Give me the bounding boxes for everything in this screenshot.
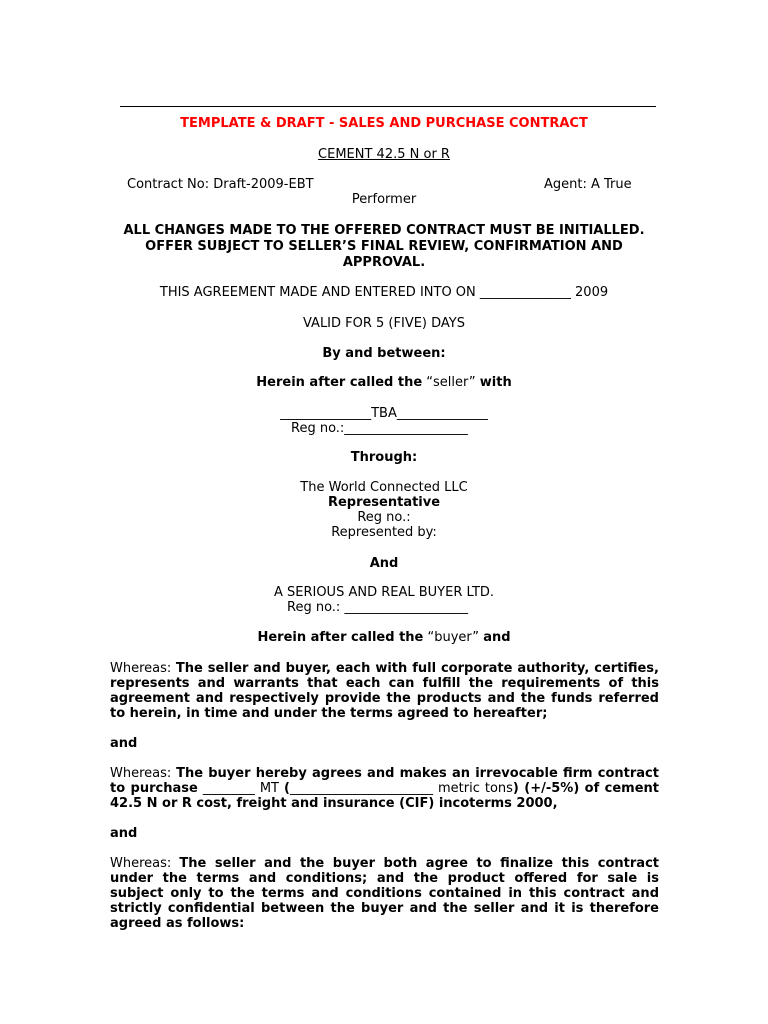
agent-label: Agent: A True <box>544 177 632 192</box>
whereas-clause-1 <box>110 661 659 721</box>
seller-reg: Reg no.:___________________ <box>291 421 468 436</box>
buyer-reg: Reg no.: ___________________ <box>287 600 468 615</box>
quantity-words-blank: ______________________ metric tons <box>289 781 513 796</box>
by-and-between: By and between: <box>322 346 446 361</box>
notice-line-1: ALL CHANGES MADE TO THE OFFERED CONTRACT MUST BE INITIALLED. <box>123 223 645 238</box>
whereas-text: The seller and the buyer both agree to finalize this contract under the terms and conditions; and the product offered for sale is subject only to the terms and conditions contained in this contract and strictly confidential between the buyer and the seller and it is therefore agreed as follows: <box>110 856 659 931</box>
whereas-text-c: ) (+/-5%) of cement 42.5 N or R cost, freight and insurance (CIF) incoterms 2000, <box>110 781 659 811</box>
notice-line-3: APPROVAL. <box>342 255 426 270</box>
through-role: Representative <box>327 495 441 510</box>
whereas-text-b: ( <box>284 781 290 796</box>
buyer-term: “buyer” <box>427 630 480 645</box>
whereas-lead: Whereas: <box>110 766 172 781</box>
whereas-lead: Whereas: <box>110 856 172 871</box>
seller-name: ______________TBA______________ <box>280 406 488 421</box>
document-title: TEMPLATE & DRAFT - SALES AND PURCHASE CONTRACT <box>180 116 588 131</box>
whereas-clause-2 <box>110 766 659 811</box>
product-name: CEMENT 42.5 N or R <box>318 147 450 162</box>
through-label: Through: <box>350 450 418 465</box>
validity: VALID FOR 5 (FIVE) DAYS <box>302 316 465 331</box>
notice-line-2: OFFER SUBJECT TO SELLER’S FINAL REVIEW, CONFIRMATION AND <box>145 239 623 254</box>
buyer-called-post: and <box>483 630 511 645</box>
contract-number: Contract No: Draft-2009-EBT <box>127 177 314 192</box>
agreement-date: THIS AGREEMENT MADE AND ENTERED INTO ON ______________ 2009 <box>159 285 609 300</box>
whereas-clause-3 <box>110 856 659 931</box>
whereas-lead: Whereas: <box>110 661 172 676</box>
seller-called-pre: Herein after called the <box>256 375 423 390</box>
seller-term: “seller” <box>426 375 476 390</box>
whereas-text: The seller and buyer, each with full corporate authority, certifies, represents and warrants that each can fulfill the requirements of this agreement and respectively provide the products and the funds referred to herein, in time and under the terms agreed to hereafter; <box>110 661 659 721</box>
through-represented: Represented by: <box>331 525 437 540</box>
buyer-name: A SERIOUS AND REAL BUYER LTD. <box>273 585 495 600</box>
and-connector: and <box>110 826 138 841</box>
top-rule <box>120 106 656 107</box>
and-connector: and <box>110 736 138 751</box>
seller-called-post: with <box>479 375 512 390</box>
whereas-text-a: The buyer hereby agrees and makes an irrevocable firm contract to purchase <box>110 766 659 796</box>
buyer-called-pre: Herein after called the <box>257 630 424 645</box>
through-company: The World Connected LLC <box>300 480 468 495</box>
and-label: And <box>369 556 399 571</box>
agent-continued: Performer <box>351 192 417 207</box>
through-reg: Reg no.: <box>357 510 411 525</box>
buyer-called <box>0 630 768 646</box>
quantity-blank: ________ MT <box>202 781 279 796</box>
seller-called <box>0 375 768 391</box>
